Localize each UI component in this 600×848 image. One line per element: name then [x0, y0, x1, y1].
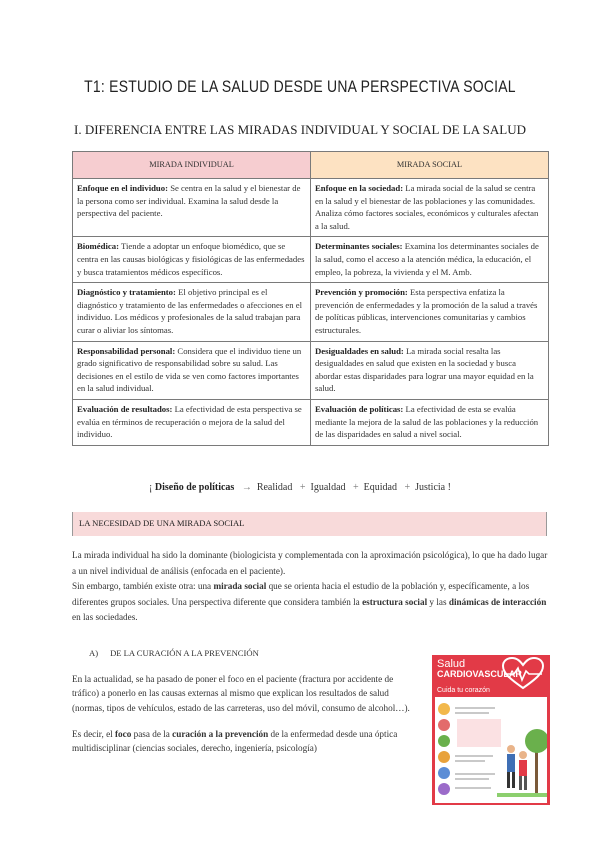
cell-term: Desigualdades en salud: — [315, 345, 404, 356]
emphasis: curación a la prevención — [172, 728, 269, 739]
formula-item: Realidad — [256, 482, 293, 493]
section-heading-1: I. DIFERENCIA ENTRE LAS MIRADAS INDIVIDUAL Y SOCIAL DE LA SALUD — [74, 122, 526, 137]
table-row — [73, 341, 549, 399]
cell-text: Se centra en la salud y el bienestar de la persona como ser individual. Examina la salud desde la perspectiva del paciente. — [77, 183, 301, 219]
cell-social — [311, 341, 549, 399]
formula-open: ¡ — [149, 482, 155, 493]
formula-item: Igualdad — [310, 482, 346, 493]
cell-social — [311, 237, 549, 283]
paragraph-text: Es decir, el foco pasa de la curación a la prevención de la enfermedad desde una óptica multidisciplinar (ciencias sociales, derecho, ingeniería, psicología) — [72, 728, 398, 754]
header-social: MIRADA SOCIAL — [311, 152, 549, 179]
paragraph-sentence: La mirada individual ha sido la dominante (biologicista y complementada con la aproximación psicológica), lo que ha dado lugar a un nivel individual de análisis (enfocada en el paciente). — [72, 550, 548, 576]
cell-term: Determinantes sociales: — [315, 241, 403, 252]
arrow-icon: → — [241, 482, 252, 493]
cell-term: Evaluación de políticas: — [315, 403, 404, 414]
water-icon — [438, 767, 450, 779]
poster-subtitle: Cuida tu corazón — [437, 687, 490, 694]
heart-rate-icon — [438, 719, 450, 731]
cell-individual — [73, 341, 311, 399]
cell-term: Enfoque en el individuo: — [77, 183, 169, 193]
sleep-icon — [438, 783, 450, 795]
formula-lead: Diseño de políticas — [154, 482, 235, 493]
cell-text: Esta perspectiva enfatiza la prevención de enfermedades y la promoción de la salud a través de políticas públicas, intervenciones comunitarias y cambios estructurales. — [315, 287, 538, 335]
cell-term: Evaluación de resultados: — [77, 403, 173, 414]
section-bar-title: LA NECESIDAD DE UNA MIRADA SOCIAL — [79, 518, 245, 528]
cell-text: La efectividad de esta perspectiva se evalúa en términos de recuperación o mejora de la salud del individuo. — [77, 403, 302, 440]
formula-item: Equidad — [363, 482, 397, 493]
emphasis: dinámicas de interacción — [448, 596, 547, 607]
emphasis: foco — [115, 728, 132, 739]
formula-close: ! — [445, 482, 451, 493]
cell-term: Diagnóstico y tratamiento: — [77, 287, 176, 298]
plus-icon: + — [299, 482, 306, 493]
paragraph-social-view — [72, 548, 550, 626]
comparison-table — [72, 151, 549, 446]
cell-text: Tiende a adoptar un enfoque biomédico, que se centra en las causas biológicas y fisiológicas de las enfermedades y busca tratamientos médicos específicos. — [77, 241, 305, 277]
scale-icon — [438, 751, 450, 763]
cell-individual — [73, 283, 311, 341]
cell-text: La efectividad de esta se evalúa mediante la mejora de la salud de las poblaciones y la reducción de las disparidades en salud a nivel social. — [315, 403, 539, 440]
subsection-title: DE LA CURACIÓN A LA PREVENCIÓN — [110, 648, 259, 658]
cell-individual — [73, 399, 311, 445]
plus-icon: + — [353, 482, 359, 493]
cell-text: Considera que el individuo tiene un grado significativo de responsabilidad sobre su salud. Las decisiones en el estilo de vida se ven como factores importantes en la salud individual. — [77, 345, 302, 394]
poster-body — [435, 697, 547, 803]
cell-text: Examina los determinantes sociales de la salud, como el acceso a la atención médica, la educación, el empleo, la pobreza, la vivienda y el M. Amb. — [315, 241, 539, 277]
paragraph-text: En la actualidad, se ha pasado de poner el foco en el paciente (fractura por accidente de tráfico) a ponerlo en las causas externas al mismo que explican los resultados de salud (normas, tipos de vehículos, estado de las carreteras, uso del móvil, consumo de alcohol…). — [72, 674, 410, 713]
cell-term: Biomédica: — [77, 241, 119, 252]
subsection-letter: A) — [89, 648, 99, 658]
cell-social — [311, 399, 549, 445]
cell-social — [311, 283, 549, 341]
cell-text: La mirada social resalta las desigualdades en salud que existen en la sociedad y busca abordar estas disparidades para lograr una mayor equidad en la salud. — [315, 345, 534, 394]
poster-title-strong: CARDIOVASCULAR — [437, 669, 522, 679]
walking-couple-illustration — [497, 727, 547, 801]
page-title: T1: ESTUDIO DE LA SALUD DESDE UNA PERSPECTIVA SOCIAL — [84, 77, 516, 96]
table-header-row — [73, 152, 549, 179]
cell-text: El objetivo principal es el diagnóstico y tratamiento de las enfermedades o afecciones en el individuo. Los médicos y profesionales de la salud trabajan para curar o aliviar los síntomas. — [77, 287, 303, 335]
cell-individual — [73, 179, 311, 237]
paragraph-sentence: Sin embargo, también existe otra: una mirada social que se orienta hacia el estudio de la población y, específicamente, a los diferentes grupos sociales. Una perspectiva diferente que considera también la estructura social y las dinámicas de interacción en las sociedades. — [72, 581, 547, 623]
plus-icon: + — [404, 482, 411, 493]
section-bar — [72, 512, 547, 536]
table-row — [73, 399, 549, 445]
subsection-heading-a — [89, 648, 259, 658]
emphasis: mirada social — [213, 581, 267, 592]
emphasis: estructura social — [362, 596, 428, 607]
cell-term: Prevención y promoción: — [315, 287, 408, 298]
table-row — [73, 237, 549, 283]
food-icon — [438, 703, 450, 715]
table-row — [73, 283, 549, 341]
header-individual: MIRADA INDIVIDUAL — [73, 152, 311, 179]
table-row — [73, 179, 549, 237]
cell-individual — [73, 237, 311, 283]
vegetables-icon — [438, 735, 450, 747]
poster-title: Salud — [437, 658, 466, 670]
cell-social — [311, 179, 549, 237]
cell-text: La mirada social de la salud se centra en la salud y el bienestar de las poblaciones y las comunidades. Analiza cómo factores sociales, económicos y culturales afectan a la salud. — [315, 183, 539, 231]
paragraph-prevention — [72, 672, 414, 767]
cell-term: Enfoque en la sociedad: — [315, 183, 404, 193]
heart-icon — [500, 657, 546, 691]
formula-item: Justicia — [415, 482, 446, 493]
cell-term: Responsabilidad personal: — [77, 345, 176, 356]
policy-formula — [0, 482, 600, 493]
cardiovascular-poster-image — [432, 655, 550, 805]
